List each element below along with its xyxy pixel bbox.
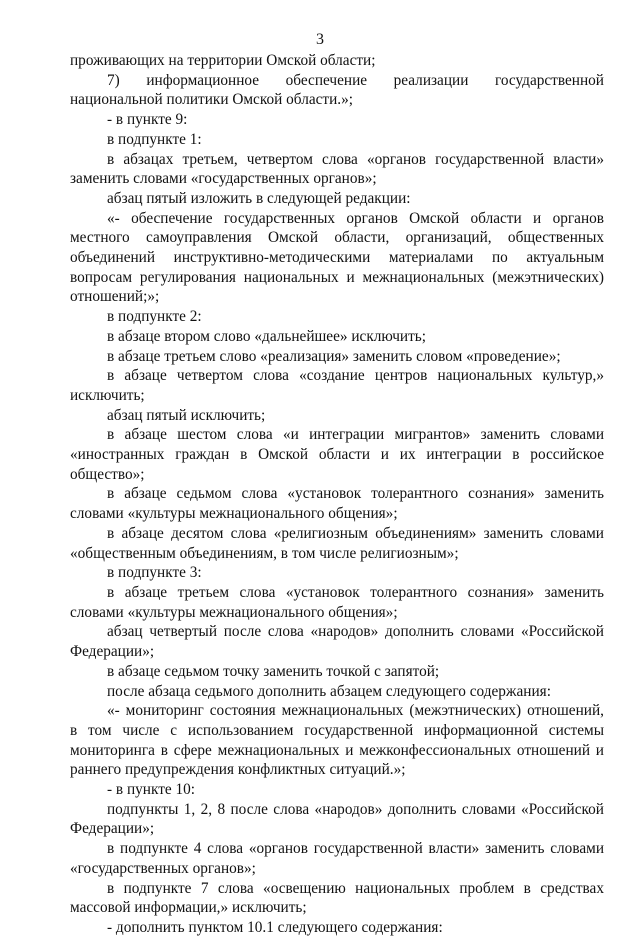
paragraph: в подпункте 3: xyxy=(107,564,202,582)
paragraph: в абзаце седьмом слова «установок толерантного сознания» заменить словами «культуры межнационального общения»; xyxy=(70,485,604,523)
paragraph: в подпункте 7 слова «освещению национальных проблем в средствах массовой информации,» исключить; xyxy=(70,879,604,917)
paragraph: в абзаце шестом слова «и интеграции мигрантов» заменить словами «иностранных граждан в Омской области и их интеграции в российское общество»; xyxy=(70,426,604,483)
paragraph: после абзаца седьмого дополнить абзацем следующего содержания: xyxy=(107,682,551,700)
paragraph: в абзаце третьем слова «установок толерантного сознания» заменить словами «культуры межнационального общения»; xyxy=(70,583,604,621)
document-body xyxy=(70,51,604,938)
paragraph: подпункты 1, 2, 8 после слова «народов» дополнить словами «Российской Федерации»; xyxy=(70,800,604,838)
paragraph: в абзаце втором слово «дальнейшее» исключить; xyxy=(107,327,427,345)
paragraph: - дополнить пунктом 10.1 следующего содержания: xyxy=(107,918,443,936)
paragraph: - в пункте 10: xyxy=(107,781,196,799)
paragraph: в абзаце седьмом точку заменить точкой с запятой; xyxy=(107,662,440,680)
paragraph: в подпункте 2: xyxy=(107,308,202,326)
paragraph: в подпункте 1: xyxy=(107,130,202,148)
paragraph: проживающих на территории Омской области; xyxy=(70,52,376,69)
page-number: 3 xyxy=(316,31,324,48)
paragraph: в подпункте 4 слова «органов государственной власти» заменить словами «государственных органов»; xyxy=(70,840,604,877)
paragraph: «- мониторинг состояния межнациональных (межэтнических) отношений, в том числе с использованием государственной информационной системы мониторинга в сфере межнациональных и межконфессиональных отношений и раннего предупреждения конфликтных ситуаций.»; xyxy=(70,702,604,779)
paragraph: абзац пятый исключить; xyxy=(107,406,266,424)
paragraph: в абзацах третьем, четвертом слова «органов государственной власти» заменить словами «государственных органов»; xyxy=(70,150,604,188)
paragraph: в абзаце десятом слова «религиозным объединениям» заменить словами «общественным объединениям, в том числе религиозным»; xyxy=(70,524,604,562)
paragraph: 7) информационное обеспечение реализации государственной национальной политики Омской области.»; xyxy=(70,71,604,109)
paragraph: в абзаце четвертом слова «создание центров национальных культур,» исключить; xyxy=(70,367,604,404)
paragraph: абзац четвертый после слова «народов» дополнить словами «Российской Федерации»; xyxy=(70,623,604,661)
paragraph: абзац пятый изложить в следующей редакции: xyxy=(107,189,411,207)
paragraph: «- обеспечение государственных органов Омской области и органов местного самоуправления Омской области, организаций, общественных объединений инструктивно-методическими материалами по актуальным вопросам регулирования национальных и межнациональных (межэтнических) отношений;»; xyxy=(70,209,604,306)
paragraph: в абзаце третьем слово «реализация» заменить словом «проведение»; xyxy=(107,347,561,365)
paragraph: - в пункте 9: xyxy=(107,111,188,129)
